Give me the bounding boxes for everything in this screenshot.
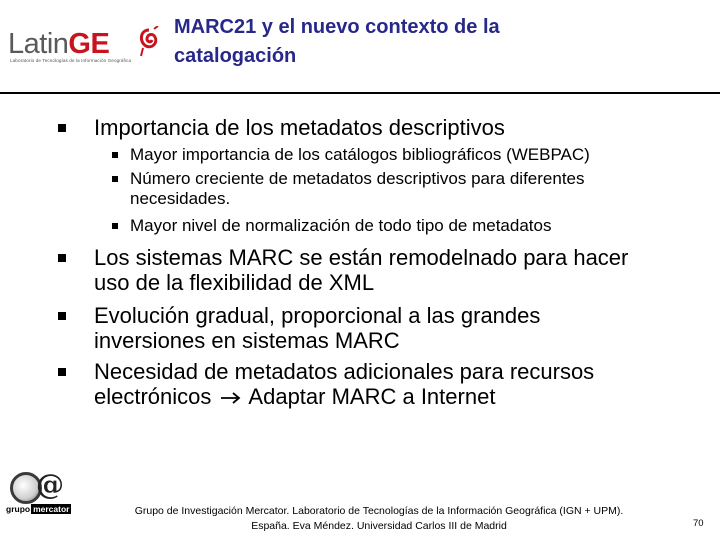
bullet-text-line-2 [94,384,694,409]
bullet-square-icon [58,254,66,262]
subbullet-normalizacion [130,216,690,236]
bullet-square-icon [58,368,66,376]
logo-tagline: Laboratorio de Tecnologías de la Información Geográfica [10,58,132,63]
bullet-text: Mayor nivel de normalización de todo tipo de metadatos [130,216,552,235]
bullet-text-after-arrow: Adaptar MARC a Internet [248,384,496,409]
bullet-text-line-2: uso de la flexibilidad de XML [94,270,375,295]
latingeo-logo [8,24,158,70]
title-line-2: catalogación [174,45,297,67]
bullet-square-icon [112,223,118,229]
footer-line-2: España. Eva Méndez. Universidad Carlos III de Madrid [251,520,507,532]
bullet-square-icon [112,176,118,182]
at-sign-icon: @ [36,468,64,501]
bullet-text-line-1: Número creciente de metadatos descriptivos para diferentes [130,169,585,188]
grupo-mercator-logo [6,468,72,518]
bullet-text-line-2: inversiones en sistemas MARC [94,328,400,353]
bullet-square-icon [58,312,66,320]
bullet-remodelnado [94,245,694,295]
bullet-text-before-arrow: electrónicos [94,384,212,409]
page-number: 70 [693,518,704,529]
bullet-evolucion [94,303,694,353]
footer-line-1: Grupo de Investigación Mercator. Laboratorio de Tecnologías de la Información Geográfica (IGN + UPM). [134,505,624,517]
bullet-metadatos-adicionales [94,359,694,409]
slide-title [174,13,614,71]
subbullet-catalogos [130,145,690,165]
footer-credits [94,504,664,534]
bullet-text-line-1: Necesidad de metadatos adicionales para recursos [94,359,595,384]
logo-swirl-icon [136,26,162,58]
subbullet-numero-creciente [130,169,690,209]
bullet-text-line-1: Los sistemas MARC se están remodelnado para hacer [94,245,629,270]
grupo-mercator-wordmark: grupo mercator [6,504,70,514]
bullet-square-icon [58,124,66,132]
bullet-text: Mayor importancia de los catálogos bibliográficos (WEBPAC) [130,145,590,164]
bullet-importancia [94,115,694,140]
bullet-text-line-2: necesidades. [130,189,231,208]
logo-wordmark: LatinGE [8,28,110,60]
title-line-1: MARC21 y el nuevo contexto de la [174,16,500,38]
bullet-text: Importancia de los metadatos descriptivos [94,115,505,140]
right-arrow-icon [220,391,242,405]
bullet-square-icon [112,152,118,158]
bullet-text-line-1: Evolución gradual, proporcional a las grandes [94,303,541,328]
header-divider [0,92,720,94]
